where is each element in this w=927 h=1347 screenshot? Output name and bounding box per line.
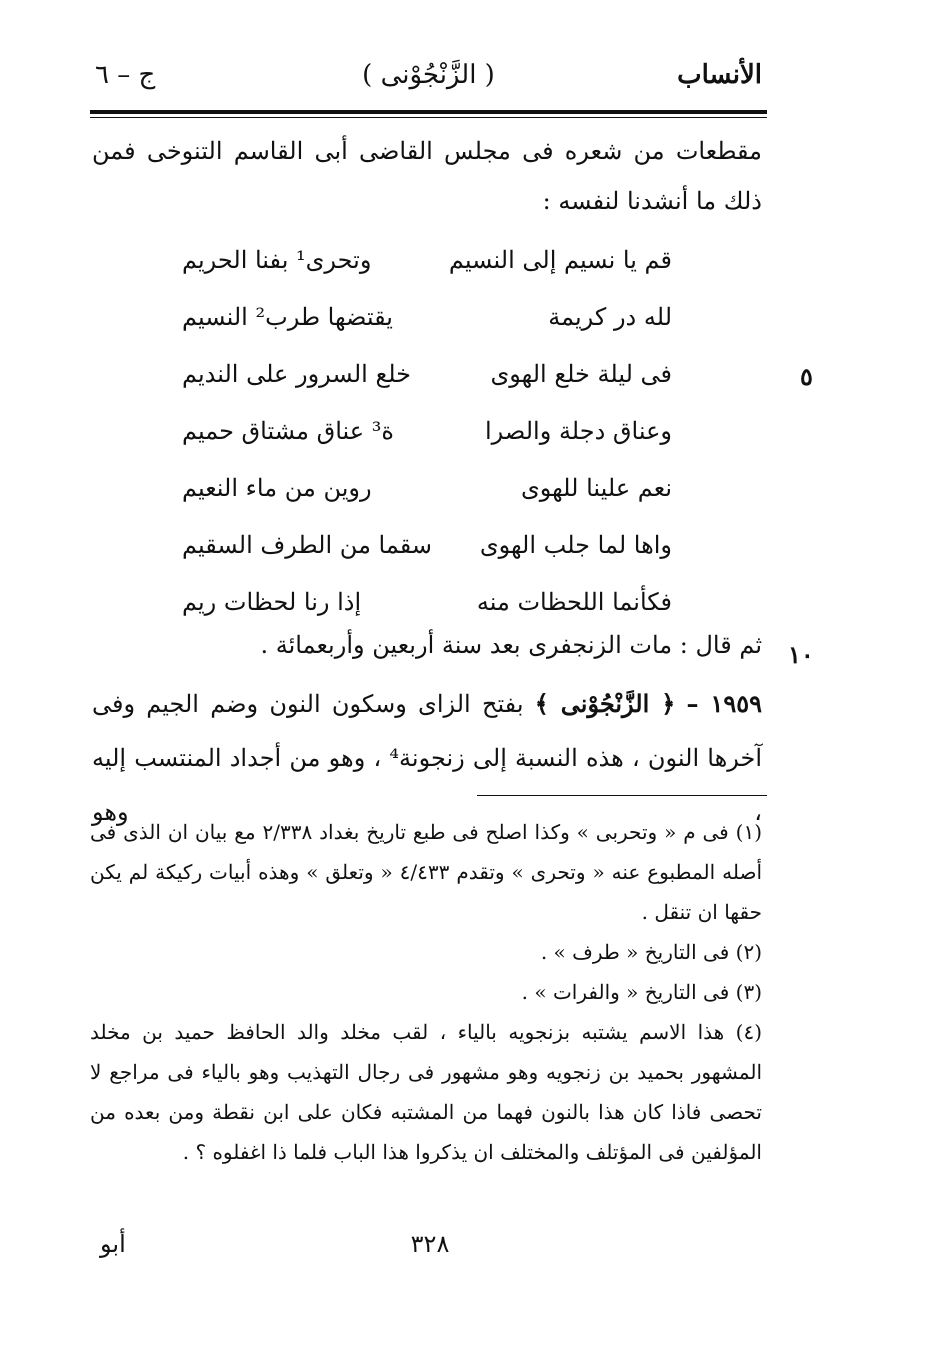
- poem-verse: [182, 289, 672, 346]
- after-poem-line: ثم قال : مات الزنجفرى بعد سنة أربعين وأربعمائة .: [260, 631, 762, 659]
- page-header: [95, 60, 762, 100]
- page-number: ٣٢٨: [410, 1230, 450, 1258]
- footnote-3: (٣) فى التاريخ « والفرات » .: [521, 980, 762, 1004]
- entry-number: ١٩٥٩ –: [686, 689, 763, 718]
- verse-first-hemistich: قم يا نسيم إلى النسيم: [448, 246, 672, 274]
- verse-first-hemistich: فكأنما اللحظات منه: [476, 588, 672, 616]
- running-title: ( الزَّنْجُوْنى ): [362, 60, 495, 90]
- entry-name: ﴿ الزَّنْجُوْنى ﴾: [534, 689, 676, 718]
- verse-second-hemistich: إذا رنا لحظات ريم: [182, 588, 362, 616]
- poem-verse: [182, 460, 672, 517]
- poem-verse: [182, 517, 672, 574]
- header-rule-thin: [90, 117, 767, 118]
- book-title: الأنساب: [677, 60, 762, 90]
- verse-first-hemistich: وعناق دجلة والصرا: [485, 417, 672, 445]
- verse-second-hemistich: وتحرى¹ بفنا الحريم: [182, 246, 372, 274]
- poem-verse: [182, 346, 672, 403]
- verse-first-hemistich: نعم علينا للهوى: [520, 474, 672, 502]
- footnote-2: (٢) فى التاريخ « طرف » .: [540, 940, 762, 964]
- verse-second-hemistich: سقما من الطرف السقيم: [182, 531, 432, 559]
- poem-verse: [182, 232, 672, 289]
- catchword: أبو: [100, 1230, 126, 1258]
- verse-first-hemistich: لله در كريمة: [548, 303, 672, 331]
- footnote-rule: [477, 795, 767, 796]
- verse-second-hemistich: خلع السرور على النديم: [182, 360, 411, 388]
- header-rule: [90, 110, 767, 114]
- verse-second-hemistich: روين من ماء النعيم: [182, 474, 372, 502]
- poem-verse: [182, 403, 672, 460]
- verse-first-hemistich: فى ليلة خلع الهوى: [490, 360, 672, 388]
- verse-second-hemistich: ة³ عناق مشتاق حميم: [182, 417, 394, 445]
- footnote-4: (٤) هذا الاسم يشتبه بزنجويه بالياء ، لقب مخلد والد الحافظ حميد بن مخلد المشهور بحميد بن زنجويه وهو مشهور فى رجال التهذيب وهو بالياء فى مراجع لا تحصى فاذا كان هذا بالنون فهما من المشتبه فكان على ابن نقطة ومن بعده من المؤلفين فى المؤتلف والمختلف ان يذكروا هذا الباب فلما ذا اغفلوه ؟ .: [90, 1020, 762, 1164]
- footnotes: [90, 812, 762, 1172]
- entry-text: بفتح الزاى وسكون النون وضم الجيم وفى آخرها النون ، هذه النسبة إلى زنجونة⁴ ، وهو من أجداد المنتسب إليه ، وهو: [92, 690, 762, 826]
- volume-label: ج – ٦: [95, 60, 156, 90]
- line-number-5: ٥: [800, 362, 813, 391]
- footnote-1: (١) فى م « وتحربى » وكذا اصلح فى طبع تاريخ بغداد ٢/٣٣٨ مع بيان ان الذى فى أصله المطبوع عنه « وتحرى » وتقدم ٤/٤٣٣ « وتعلق » وهذه أبيات ركيكة لم يكن حقها ان تنقل .: [90, 820, 763, 924]
- line-number-10: ١٠: [788, 640, 814, 669]
- intro-paragraph: مقطعات من شعره فى مجلس القاضى أبى القاسم التنوخى فمن ذلك ما أنشدنا لنفسه :: [92, 137, 762, 215]
- poem: [182, 232, 672, 631]
- verse-first-hemistich: واها لما جلب الهوى: [479, 531, 672, 559]
- verse-second-hemistich: يقتضها طرب² النسيم: [182, 303, 393, 331]
